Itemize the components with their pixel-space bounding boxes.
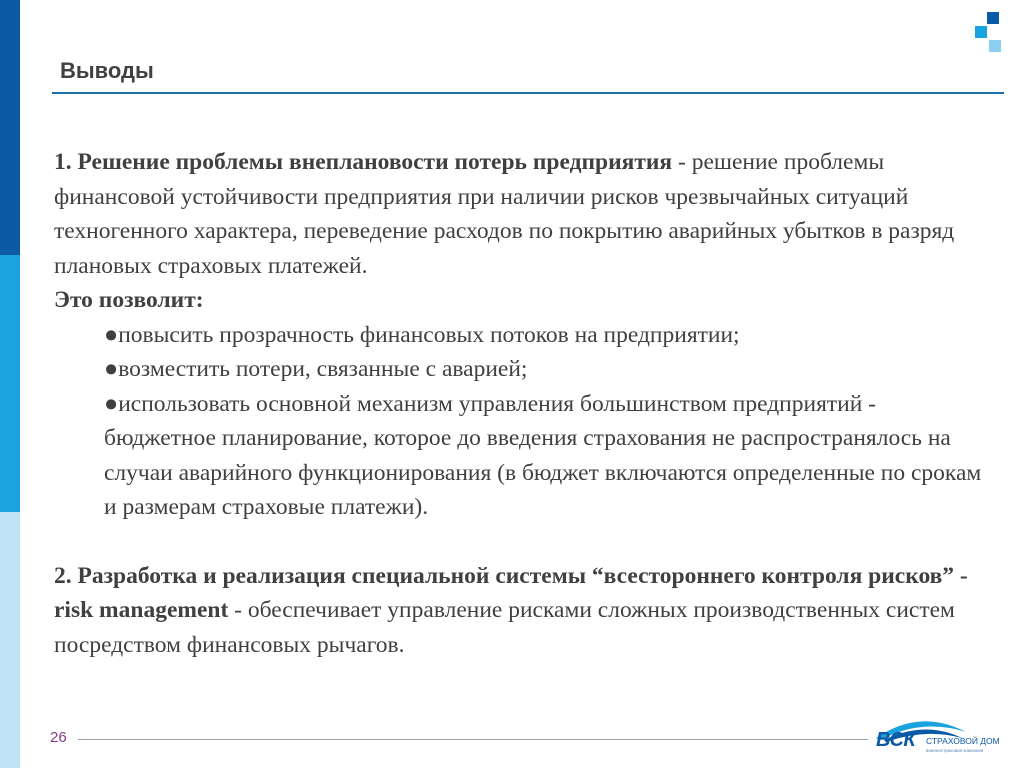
side-bar-light bbox=[0, 512, 20, 768]
corner-square-light bbox=[989, 40, 1001, 52]
section-1-text: - решение проблемы финансовой устойчивости предприятия при наличии рисков чрезвычайных ситуаций техногенного характера, переведение расходов по покрытию аварийных убытков в разряд плановых страховых платежей. bbox=[54, 149, 955, 279]
section-2-lead: 2. Разработка и реализация специальной системы “всестороннего контроля рисков” - risk management bbox=[54, 562, 968, 623]
side-bar-dark bbox=[0, 0, 20, 255]
title-divider bbox=[52, 92, 1004, 94]
allows-label: Это позволит: bbox=[54, 287, 204, 313]
logo-subtitle: СТРАХОВОЙ ДОМ bbox=[926, 736, 1000, 746]
corner-square-dark bbox=[987, 12, 999, 24]
slide-title: Выводы bbox=[60, 58, 154, 83]
logo-tagline: военностраховая компания bbox=[926, 748, 984, 753]
section-1-lead: 1. Решение проблемы внеплановости потерь предприятия bbox=[54, 149, 673, 175]
list-item: ●повысить прозрачность финансовых потоков на предприятии; bbox=[104, 321, 740, 348]
list-item: ●возместить потери, связанные с аварией; bbox=[104, 356, 528, 382]
page-number: 26 bbox=[50, 729, 67, 746]
logo-brand: ВСК bbox=[876, 729, 916, 751]
side-bar-mid bbox=[0, 255, 20, 512]
spacer bbox=[54, 525, 984, 559]
section-2-text: - обеспечивает управление рисками сложных производственных систем посредством финансовых рычагов. bbox=[54, 597, 955, 658]
section-2-paragraph bbox=[54, 559, 984, 663]
list-item: ●использовать основной механизм управления большинством предприятий - бюджетное планирование, которое до введения страхования не распространялось на случаи аварийного функционирования (в бюджет включаются определенные по срокам и размерам страховые платежи). bbox=[104, 390, 982, 520]
slide-body bbox=[54, 145, 984, 662]
footer-divider bbox=[78, 739, 868, 740]
corner-square-mid bbox=[975, 26, 987, 38]
benefits-list bbox=[54, 318, 984, 525]
section-1-paragraph bbox=[54, 145, 984, 283]
